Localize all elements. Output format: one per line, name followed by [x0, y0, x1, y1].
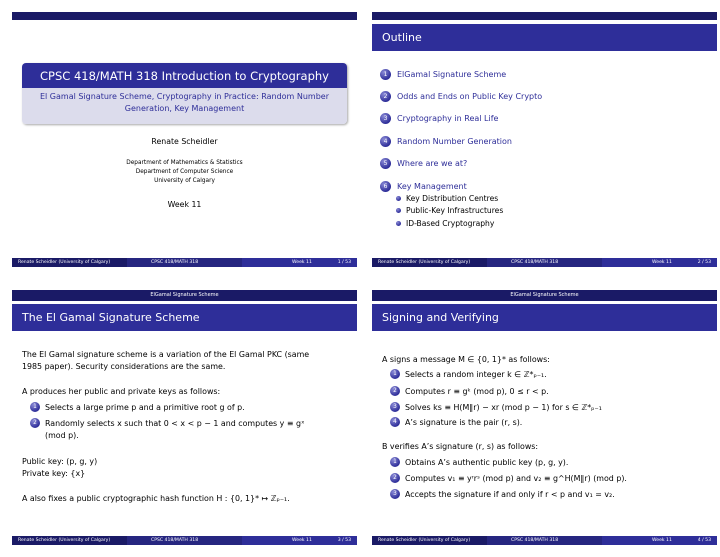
- footer: [372, 258, 717, 267]
- section-number-icon: 3: [380, 113, 391, 124]
- body-text: 1985 paper). Security considerations are the same.: [22, 362, 226, 371]
- footer-author: Renate Scheidler (University of Calgary): [372, 536, 487, 545]
- enum-text: Computes v₁ ≡ yʳrˢ (mod p) and v₂ ≡ g^H(M‖r) (mod p).: [405, 474, 627, 483]
- section-number-icon: 1: [380, 69, 391, 80]
- section-number-icon: 4: [380, 136, 391, 147]
- outline-item-label: Cryptography in Real Life: [397, 114, 499, 123]
- week-label: Week 11: [167, 200, 202, 209]
- page-number: 4 / 53: [697, 538, 711, 543]
- outline-item-label: Odds and Ends on Public Key Crypto: [397, 92, 543, 101]
- outline-item-label: Where are we at?: [397, 159, 468, 168]
- enum-number-icon: 2: [30, 418, 40, 428]
- page-number: 1 / 53: [337, 260, 351, 265]
- bullet-icon: [396, 208, 401, 213]
- top-bar: [372, 12, 717, 20]
- institution-line: Department of Computer Science: [135, 169, 234, 175]
- presentation-subtitle: [22, 88, 347, 124]
- hash-text: A also fixes a public cryptographic hash function H : {0, 1}* ↦ ℤₚ₋₁.: [22, 494, 290, 503]
- enum-number-icon: 2: [390, 473, 400, 483]
- slide-title: [12, 12, 357, 267]
- private-key-text: Private key: {x}: [22, 469, 86, 478]
- footer-date: Week 11: [292, 538, 312, 543]
- frame-title: The El Gamal Signature Scheme: [12, 304, 357, 331]
- outline-subitem[interactable]: [396, 218, 696, 230]
- author-name: Renate Scheidler: [151, 137, 218, 146]
- presentation-title: CPSC 418/MATH 318 Introduction to Cryptography: [22, 63, 347, 88]
- outline-subitem[interactable]: [396, 205, 696, 217]
- enum-text: Accepts the signature if and only if r < p and v₁ = v₂.: [405, 490, 615, 499]
- footer-course: CPSC 418/MATH 318: [487, 258, 602, 267]
- footer-date: Week 11: [652, 260, 672, 265]
- public-key-text: Public key: (p, g, y): [22, 457, 98, 466]
- outline-subitem-label: Public-Key Infrastructures: [406, 206, 504, 215]
- section-number-icon: 5: [380, 158, 391, 169]
- enum-text: Obtains A’s authentic public key (p, g, y).: [405, 458, 569, 467]
- bullet-icon: [396, 221, 401, 226]
- enum-text: A’s signature is the pair (r, s).: [405, 418, 523, 427]
- footer-course: CPSC 418/MATH 318: [127, 536, 242, 545]
- outline-item-label: ElGamal Signature Scheme: [397, 70, 507, 79]
- page-number: 2 / 53: [697, 260, 711, 265]
- outline-item-label: Key Management: [397, 182, 467, 191]
- outline-item[interactable]: [380, 113, 710, 127]
- enum-text: Selects a random integer k ∈ ℤ*ₚ₋₁.: [405, 370, 547, 379]
- footer-right: [242, 536, 357, 545]
- outline-item[interactable]: [380, 158, 710, 172]
- footer-right: [242, 258, 357, 267]
- footer-right: [602, 258, 717, 267]
- footer: [12, 536, 357, 545]
- footer: [372, 536, 717, 545]
- footer-author: Renate Scheidler (University of Calgary): [12, 258, 127, 267]
- footer: [12, 258, 357, 267]
- institution-line: University of Calgary: [154, 178, 215, 184]
- institution-line: Department of Mathematics & Statistics: [126, 160, 243, 166]
- institution: [12, 159, 357, 186]
- body-text: A produces her public and private keys as follows:: [22, 387, 221, 396]
- footer-date: Week 11: [652, 538, 672, 543]
- enum-text: Computes r ≡ gᵏ (mod p), 0 ≤ r < p.: [405, 387, 549, 396]
- section-navigation[interactable]: ElGamal Signature Scheme: [12, 290, 357, 301]
- footer-author: Renate Scheidler (University of Calgary): [372, 258, 487, 267]
- footer-course: CPSC 418/MATH 318: [487, 536, 602, 545]
- enum-number-icon: 3: [390, 402, 400, 412]
- footer-right: [602, 536, 717, 545]
- outline-item[interactable]: [380, 136, 710, 150]
- enum-text: Solves ks ≡ H(M‖r) − xr (mod p − 1) for s ∈ ℤ*ₚ₋₁: [405, 403, 602, 412]
- slide-outline: [372, 12, 717, 267]
- footer-date: Week 11: [292, 260, 312, 265]
- frame-title: Signing and Verifying: [372, 304, 717, 331]
- section-number-icon: 2: [380, 91, 391, 102]
- enum-number-icon: 1: [390, 457, 400, 467]
- body-text: B verifies A’s signature (r, s) as follows:: [382, 442, 539, 451]
- enum-number-icon: 1: [390, 369, 400, 379]
- outline-subitem-label: Key Distribution Centres: [406, 194, 499, 203]
- enum-number-icon: 4: [390, 417, 400, 427]
- section-number-icon: 6: [380, 181, 391, 192]
- enum-number-icon: 3: [390, 489, 400, 499]
- enum-number-icon: 1: [30, 402, 40, 412]
- subtitle-line: Generation, Key Management: [124, 104, 245, 113]
- enum-text: (mod p).: [45, 431, 79, 440]
- footer-author: Renate Scheidler (University of Calgary): [12, 536, 127, 545]
- title-box: [22, 63, 347, 124]
- outline-item[interactable]: [380, 69, 710, 83]
- page-number: 3 / 53: [337, 538, 351, 543]
- outline-subitem-label: ID-Based Cryptography: [406, 219, 495, 228]
- footer-course: CPSC 418/MATH 318: [127, 258, 242, 267]
- frame-title: Outline: [372, 24, 717, 51]
- enum-text: Randomly selects x such that 0 < x < p − 1 and computes y ≡ gˣ: [45, 419, 305, 428]
- slide-elgamal-scheme: [12, 290, 357, 545]
- outline-item-label: Random Number Generation: [397, 137, 512, 146]
- slide-signing-verifying: [372, 290, 717, 545]
- subtitle-line: El Gamal Signature Scheme, Cryptography in Practice: Random Number: [39, 92, 330, 101]
- outline-item[interactable]: [380, 91, 710, 105]
- outline-subitem[interactable]: [396, 193, 696, 205]
- enum-number-icon: 2: [390, 386, 400, 396]
- bullet-icon: [396, 196, 401, 201]
- section-navigation[interactable]: ElGamal Signature Scheme: [372, 290, 717, 301]
- top-bar: [12, 12, 357, 20]
- body-text: A signs a message M ∈ {0, 1}* as follows:: [382, 355, 550, 364]
- body-text: The El Gamal signature scheme is a variation of the El Gamal PKC (same: [22, 350, 310, 359]
- enum-text: Selects a large prime p and a primitive root g of p.: [45, 403, 245, 412]
